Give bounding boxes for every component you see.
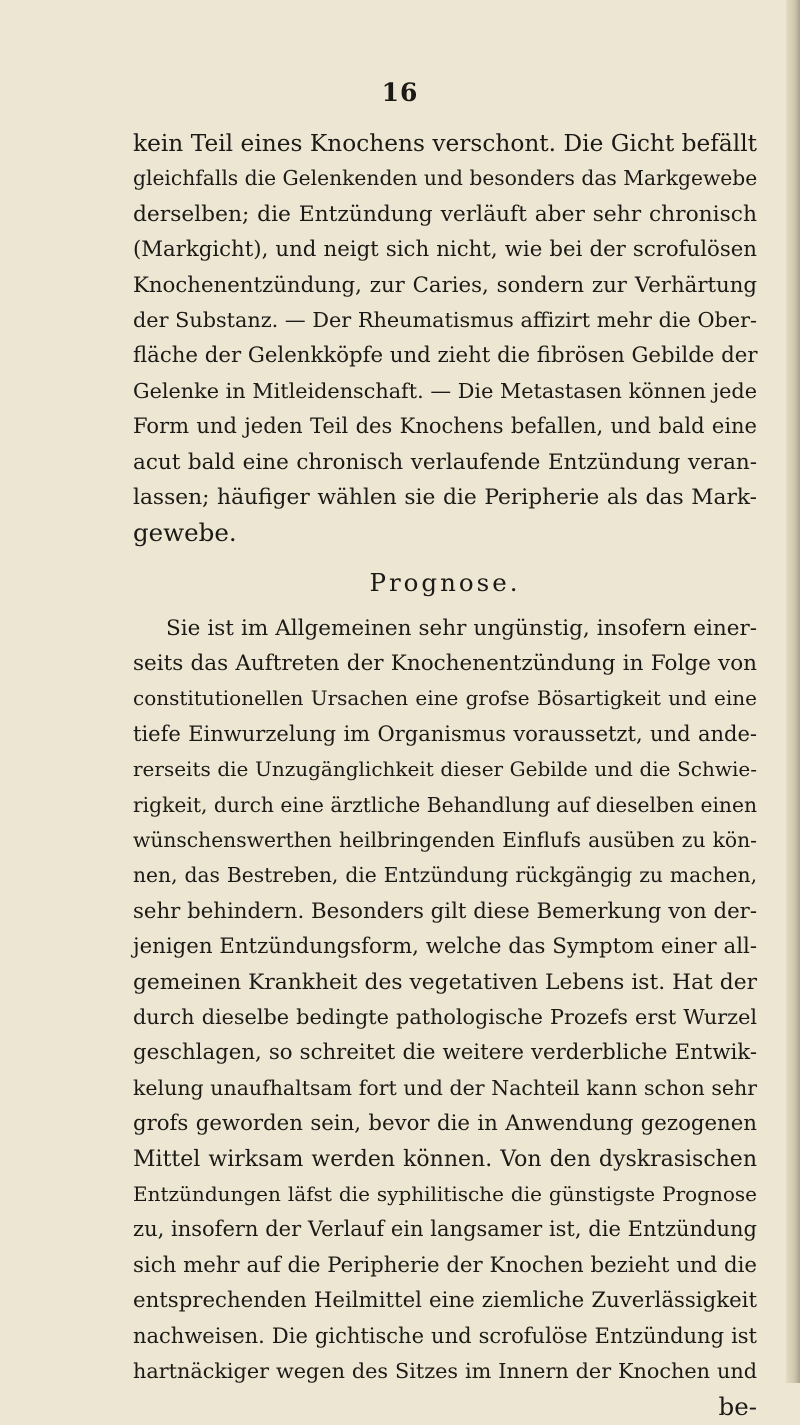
catchword: be- [718,1392,757,1422]
text-line: derselben; die Entzündung verläuft aber sehr chronisch [133,201,757,227]
text-line: sehr behindern. Besonders gilt diese Bemerkung von der- [133,898,757,924]
text-line: sich mehr auf die Peripherie der Knochen bezieht und die [133,1252,757,1278]
text-line: wünschenswerthen heilbringenden Einflufs ausüben zu kön- [133,828,757,853]
text-line: entsprechenden Heilmittel eine ziemliche Zuverlässigkeit [133,1288,757,1314]
text-line: gewebe. [133,518,237,548]
text-line: grofs geworden sein, bevor die in Anwendung gezogenen [133,1111,757,1137]
text-line: zu, insofern der Verlauf ein langsamer ist, die Entzündung [133,1217,757,1242]
text-line: gleichfalls die Gelenkenden und besonders das Markgewebe [133,166,758,191]
text-line: Gelenke in Mitleidenschaft. — Die Metastasen können jede [133,378,757,403]
text-line: tiefe Einwurzelung im Organismus voraussetzt, und ande- [133,721,757,746]
text-line: seits das Auftreten der Knochenentzündung in Folge von [133,651,757,677]
text-line: Form und jeden Teil des Knochens befallen, und bald eine [133,414,757,439]
text-line: nen, das Bestreben, die Entzündung rückgängig zu machen, [133,863,757,888]
text-line: rigkeit, durch eine ärztliche Behandlung auf dieselben einen [133,792,757,817]
text-line: fläche der Gelenkköpfe und zieht die fibrösen Gebilde der [133,343,758,369]
text-line: jenigen Entzündungsform, welche das Symptom einer all- [133,934,757,960]
page-number: 16 [381,78,419,107]
page-edge-shadow [786,0,800,1383]
text-line: gemeinen Krankheit des vegetativen Lebens ist. Hat der [133,969,757,995]
text-line: kein Teil eines Knochens verschont. Die Gicht befällt [133,130,757,157]
text-line: hartnäckiger wegen des Sitzes im Innern der Knochen und [133,1358,757,1383]
section-heading: Prognose. [369,567,521,597]
body-text [133,126,757,1425]
text-line: (Markgicht), und neigt sich nicht, wie bei der scrofulösen [133,237,757,263]
text-line: lassen; häufiger wählen sie die Peripherie als das Mark- [133,484,757,510]
text-line: Entzündungen läfst die syphilitische die günstigste Prognose [133,1181,757,1206]
text-line: constitutionellen Ursachen eine grofse Bösartigkeit und eine [133,686,757,711]
text-line: Mittel wirksam werden können. Von den dyskrasischen [133,1146,757,1172]
text-line: acut bald eine chronisch verlaufende Entzündung veran- [133,449,757,475]
text-line: durch dieselbe bedingte pathologische Prozefs erst Wurzel [133,1004,757,1029]
text-line: rerseits die Unzugänglichkeit dieser Gebilde und die Schwie- [133,757,757,782]
text-line: Knochenentzündung, zur Caries, sondern zur Verhärtung [133,272,757,298]
text-line: geschlagen, so schreitet die weitere verderbliche Entwik- [133,1040,757,1066]
text-line: der Substanz. — Der Rheumatismus affizirt mehr die Ober- [133,307,757,332]
text-line: nachweisen. Die gichtische und scrofulöse Entzündung ist [133,1323,757,1348]
text-line: kelung unaufhaltsam fort und der Nachteil kann schon sehr [133,1075,757,1100]
text-line: Sie ist im Allgemeinen sehr ungünstig, insofern einer- [166,615,757,641]
